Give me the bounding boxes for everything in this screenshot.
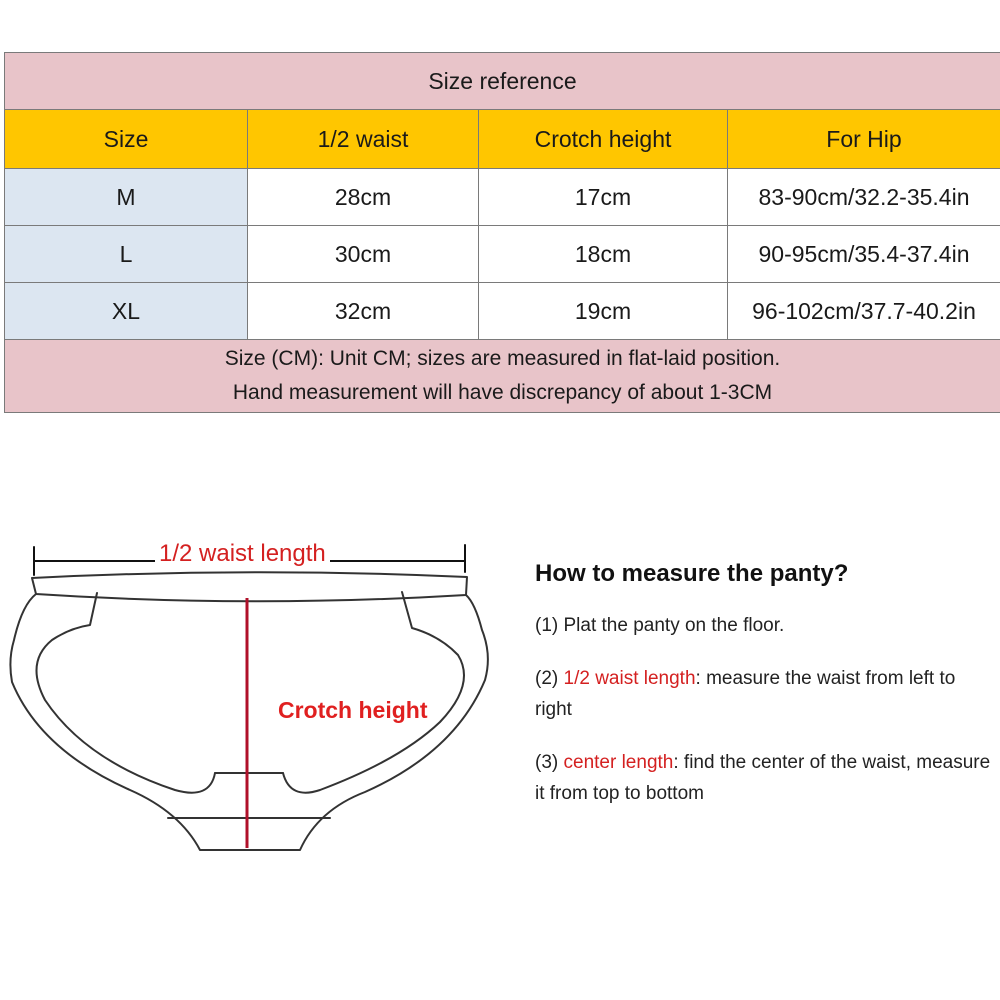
table-note [5,340,1000,413]
table-row [5,169,1000,226]
step-3-prefix: (3) [535,752,564,773]
note-line-1: Size (CM): Unit CM; sizes are measured in flat-laid position. [224,347,781,370]
step-2-prefix: (2) [535,668,564,689]
step-1-text: (1) Plat the panty on the floor. [535,615,785,636]
header-crotch-height: Crotch height [479,110,728,169]
step-3-rest: : find the center of the waist, measure it from top to bottom [535,752,991,804]
half-waist-cell: 32cm [248,283,479,340]
header-size: Size [5,110,248,169]
waistband-outline [32,572,467,601]
hip-cell: 90-95cm/35.4-37.4in [728,226,1000,283]
table-note-row [5,340,1000,413]
crotch-height-cell: 19cm [479,283,728,340]
half-waist-cell: 30cm [248,226,479,283]
table-header-row [5,110,1000,169]
header-for-hip: For Hip [728,110,1000,169]
size-cell: XL [5,283,248,340]
table-row [5,226,1000,283]
instructions-heading: How to measure the panty? [535,560,849,587]
step-1 [535,610,995,641]
size-cell: L [5,226,248,283]
left-leg-opening [36,593,215,793]
crotch-height-label: Crotch height [278,697,428,723]
hip-cell: 83-90cm/32.2-35.4in [728,169,1000,226]
step-2 [535,663,995,725]
crotch-height-cell: 17cm [479,169,728,226]
waist-length-label: 1/2 waist length [155,540,330,568]
note-line-2: Hand measurement will have discrepancy of about 1-3CM [232,381,773,404]
panty-diagram [0,520,500,865]
table-title: Size reference [5,53,1000,110]
step-2-rest: : measure the waist from left to right [535,668,956,720]
table-row [5,283,1000,340]
size-reference-table [4,52,1000,413]
measure-instructions [535,560,995,831]
header-half-waist: 1/2 waist [248,110,479,169]
step-2-highlight: 1/2 waist length [563,668,696,689]
hip-cell: 96-102cm/37.7-40.2in [728,283,1000,340]
size-cell: M [5,169,248,226]
half-waist-cell: 28cm [248,169,479,226]
step-3-highlight: center length [563,752,674,773]
step-3 [535,747,995,809]
table-title-row [5,53,1000,110]
crotch-height-cell: 18cm [479,226,728,283]
right-leg-opening [283,592,464,793]
